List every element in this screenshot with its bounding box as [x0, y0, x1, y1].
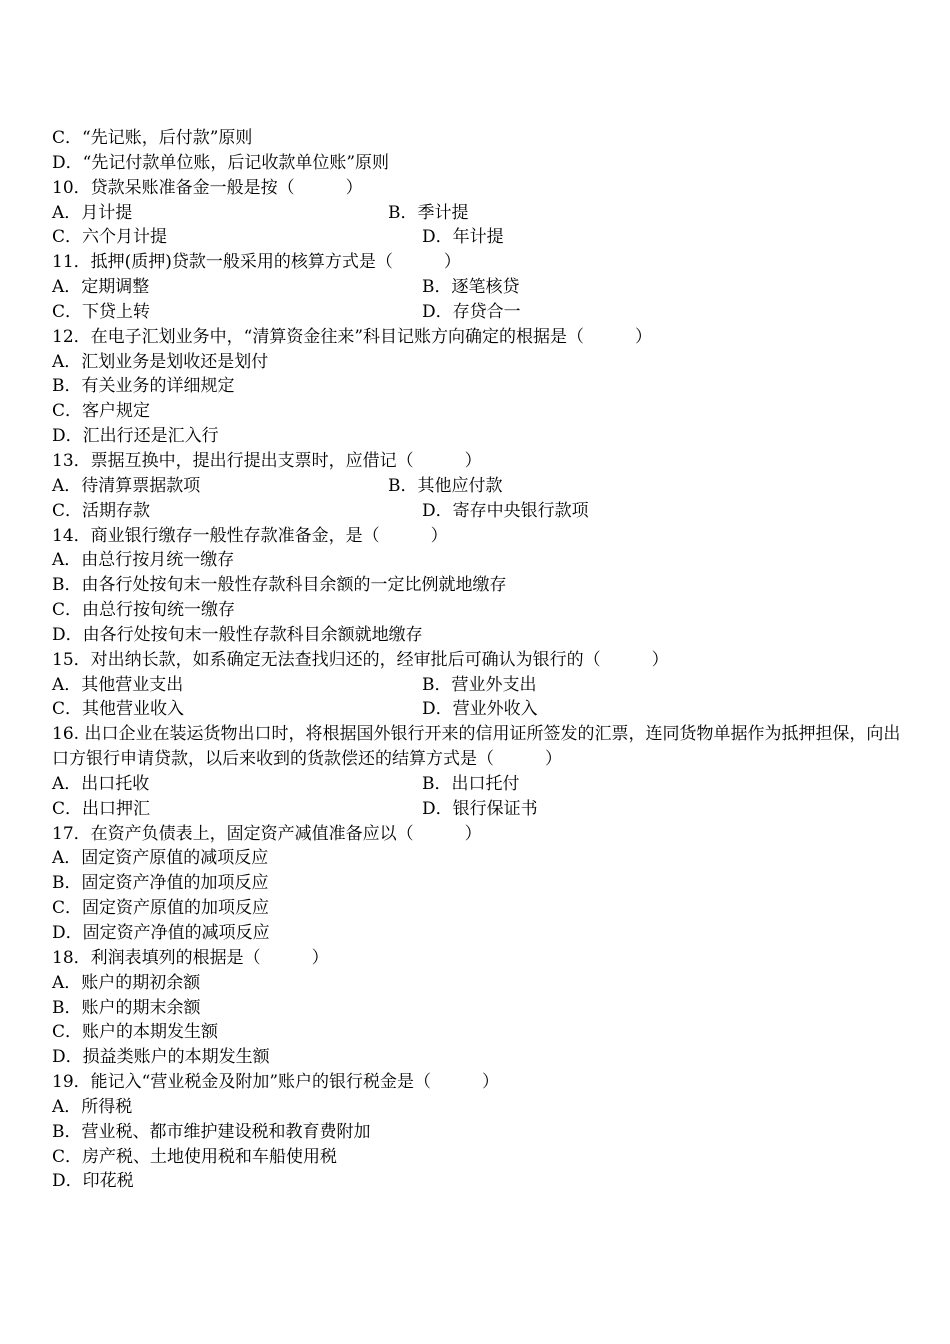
- option-text: D．由各行处按旬末一般性存款科目余额就地缴存: [52, 624, 423, 645]
- option-text: C．账户的本期发生额: [52, 1022, 219, 1043]
- option-line: [52, 673, 912, 698]
- option-text: A．出口托收: [52, 773, 150, 794]
- option-text: B．营业税、都市维护建设税和教育费附加: [52, 1121, 371, 1142]
- option-text-right: B．营业外支出: [422, 674, 537, 695]
- option-text: D．损益类账户的本期发生额: [52, 1047, 270, 1068]
- question-line: [52, 648, 912, 673]
- option-line: [52, 300, 912, 325]
- option-line: [52, 1120, 912, 1145]
- option-line: [52, 797, 912, 822]
- option-text: A．由总行按月统一缴存: [52, 550, 235, 571]
- option-text: A．汇划业务是划收还是划付: [52, 351, 269, 372]
- question-line: [52, 946, 912, 971]
- option-line: [52, 499, 912, 524]
- option-text: C．“先记账，后付款”原则: [52, 128, 253, 148]
- option-text: A．所得税: [52, 1096, 133, 1117]
- option-text: B．由各行处按旬末一般性存款科目余额的一定比例就地缴存: [52, 575, 507, 596]
- question-text: 14．商业银行缴存一般性存款准备金，是（ ）: [52, 525, 448, 546]
- option-text-right: D．存贷合一: [422, 301, 521, 322]
- option-line: [52, 399, 912, 424]
- option-text-right: D．银行保证书: [422, 798, 538, 819]
- option-line: [52, 225, 912, 250]
- question-line: [52, 524, 912, 549]
- option-text: C．固定资产原值的加项反应: [52, 898, 270, 919]
- question-text: 19．能记入“营业税金及附加”账户的银行税金是（ ）: [52, 1072, 500, 1093]
- question-text: 15．对出纳长款，如系确定无法查找归还的，经审批后可确认为银行的（ ）: [52, 649, 669, 670]
- option-text-right: B．逐笔核贷: [422, 277, 520, 298]
- option-text: B．固定资产净值的加项反应: [52, 873, 269, 894]
- option-line: [52, 1169, 912, 1194]
- question-text: 16. 出口企业在装运货物出口时，将根据国外银行开来的信用证所签发的汇票，连同货物单据作为抵押担保，向出口方银行申请贷款，以后来收到的货款偿还的结算方式是（ ）: [52, 724, 901, 770]
- option-text: A．定期调整: [52, 277, 150, 298]
- option-line: [52, 201, 912, 226]
- question-line: [52, 250, 912, 275]
- option-line: [52, 996, 912, 1021]
- question-line: [52, 1070, 912, 1095]
- question-text: 17．在资产负债表上，固定资产减值准备应以（ ）: [52, 823, 482, 844]
- question-text: 18．利润表填列的根据是（ ）: [52, 947, 329, 968]
- option-line: [52, 1045, 912, 1070]
- option-text: C．出口押汇: [52, 798, 151, 819]
- question-text: 10．贷款呆账准备金一般是按（ ）: [52, 177, 363, 198]
- option-line: [52, 598, 912, 623]
- option-line: [52, 871, 912, 896]
- option-text: C．客户规定: [52, 401, 151, 422]
- option-line: [52, 548, 912, 573]
- option-line: [52, 623, 912, 648]
- option-line: [52, 374, 912, 399]
- question-line: [52, 449, 912, 474]
- option-text: A．月计提: [52, 202, 133, 223]
- question-line: [52, 822, 912, 847]
- option-text: C．六个月计提: [52, 227, 168, 248]
- option-text-right: B．其他应付款: [388, 475, 503, 496]
- option-text: C．下贷上转: [52, 301, 151, 322]
- option-text: A．待清算票据款项: [52, 475, 201, 496]
- option-text: D．印花税: [52, 1171, 134, 1192]
- option-line: [52, 1020, 912, 1045]
- question-line: [52, 176, 912, 201]
- option-text: D．“先记付款单位账，后记收款单位账”原则: [52, 152, 390, 173]
- option-text: C．由总行按旬统一缴存: [52, 600, 236, 621]
- option-text: A．账户的期初余额: [52, 972, 201, 993]
- option-text: C．房产税、土地使用税和车船使用税: [52, 1146, 338, 1167]
- option-text-right: B．季计提: [388, 202, 469, 223]
- option-text: A．固定资产原值的减项反应: [52, 848, 269, 869]
- question-text: 13．票据互换中，提出行提出支票时，应借记（ ）: [52, 450, 482, 471]
- option-line: [52, 846, 912, 871]
- option-text: A．其他营业支出: [52, 674, 184, 695]
- option-line: [52, 573, 912, 598]
- option-text: B．账户的期末余额: [52, 997, 201, 1018]
- option-line: [52, 697, 912, 722]
- question-text: 12．在电子汇划业务中，“清算资金往来”科目记账方向确定的根据是（ ）: [52, 326, 653, 347]
- option-line: [52, 424, 912, 449]
- option-line: [52, 971, 912, 996]
- option-line: [52, 126, 912, 151]
- option-line: [52, 350, 912, 375]
- option-line: [52, 474, 912, 499]
- option-line: [52, 772, 912, 797]
- question-text: 11．抵押(质押)贷款一般采用的核算方式是（ ）: [52, 252, 461, 273]
- option-text-right: D．寄存中央银行款项: [422, 500, 589, 521]
- option-text: D．固定资产净值的减项反应: [52, 923, 270, 943]
- option-text: C．活期存款: [52, 500, 151, 521]
- option-text: D．汇出行还是汇入行: [52, 426, 219, 447]
- option-line: [52, 151, 912, 176]
- question-line: [52, 325, 912, 350]
- option-line: [52, 921, 912, 946]
- option-text-right: D．年计提: [422, 227, 504, 248]
- option-line: [52, 896, 912, 921]
- option-text: B．有关业务的详细规定: [52, 376, 235, 397]
- option-text-right: B．出口托付: [422, 773, 520, 794]
- exam-page: [52, 126, 912, 1194]
- option-line: [52, 1145, 912, 1170]
- option-text-right: D．营业外收入: [422, 699, 538, 720]
- option-text: C．其他营业收入: [52, 699, 185, 720]
- option-line: [52, 1095, 912, 1120]
- question-line: [52, 722, 912, 772]
- option-line: [52, 275, 912, 300]
